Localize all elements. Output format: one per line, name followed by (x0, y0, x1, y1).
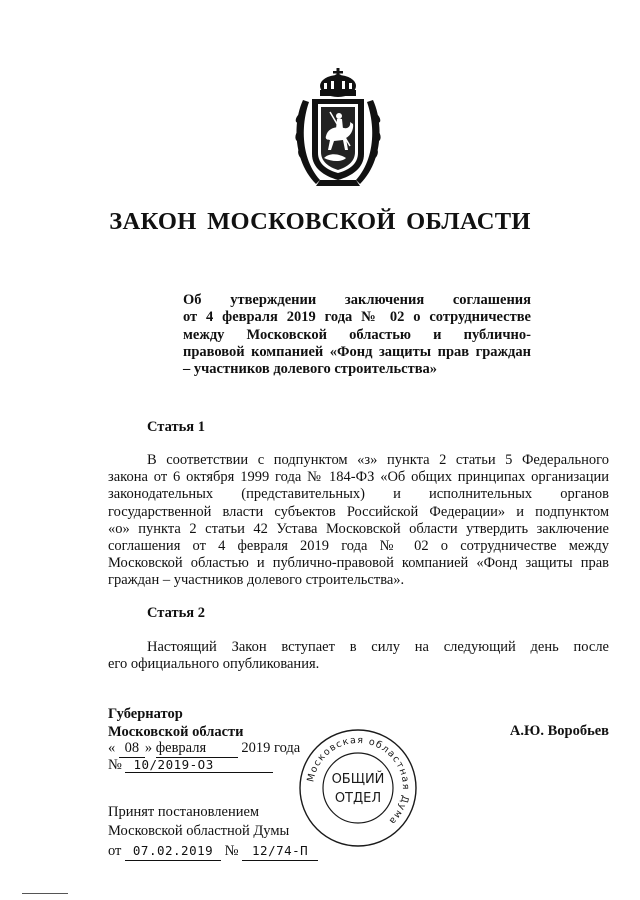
law-number: 10/2019-ОЗ (125, 757, 273, 773)
date-day: 08 (119, 740, 145, 758)
document-title: ЗАКОН МОСКОВСКОЙ ОБЛАСТИ (109, 208, 531, 235)
adopted-line1: Принят постановлением (108, 804, 260, 820)
adoption-block (108, 803, 318, 861)
stamp-center-line1: ОБЩИЙ (331, 772, 385, 787)
governor-name: А.Ю. Воробьев (509, 723, 609, 739)
date-year: 2019 года (241, 740, 301, 756)
article-1-heading: Статья 1 (147, 419, 205, 435)
law-number-line (108, 757, 273, 774)
article-2-heading: Статья 2 (147, 605, 205, 621)
date-month: февраля (156, 740, 238, 758)
adopted-date: 07.02.2019 (125, 841, 221, 861)
page-edge-mark (22, 893, 68, 894)
date-open-quote: « (108, 740, 116, 756)
subject-line: от 4 февраля 2019 года № 02 о сотрудничестве (183, 309, 531, 326)
stamp-ring-text: Московская областная Дума (305, 734, 412, 828)
text-line: закона от 6 октября 1999 года № 184-ФЗ «Об общих принципах организации (108, 469, 609, 486)
text-line: соглашения от 4 февраля 2019 года № 02 о сотрудничестве между (108, 538, 609, 555)
text-line: Настоящий Закон вступает в силу на следующий день после (147, 639, 609, 655)
text-line: законодательных (представительных) и исполнительных органов (108, 486, 609, 503)
governor-title-line: Московской области (108, 723, 244, 740)
shield-icon (312, 99, 364, 180)
subject-line: – участников долевого строительства» (183, 361, 438, 378)
text-line: граждан – участников долевого строительства». (108, 572, 405, 589)
text-line: «о» пункта 2 статьи 42 Устава Московской области утвердить заключение (108, 520, 609, 537)
text-line: В соответствии с подпунктом «з» пункта 2 статьи 5 Федерального (147, 452, 609, 468)
from-label: от (108, 843, 122, 859)
signing-date (108, 740, 300, 758)
text-line: государственной власти субъектов Российской Федерации» и подпунктом (108, 503, 609, 520)
governor-title-line: Губернатор (108, 706, 183, 722)
subject-line: между Московской областью и публично- (183, 326, 531, 343)
article-2-text (108, 639, 609, 673)
adopted-date-line (108, 841, 318, 861)
article-1-text (108, 452, 609, 590)
adopted-number: 12/74-П (242, 841, 318, 861)
text-line: Московской областью и публично-правовой компанией «Фонд защиты прав (108, 555, 609, 572)
date-close-quote: » (144, 740, 153, 756)
number-sign: № (108, 757, 122, 773)
subject-line: Об утверждении заключения соглашения (183, 292, 531, 308)
crown-icon (320, 68, 356, 97)
coat-of-arms-emblem (290, 66, 386, 194)
subject-line: правовой компанией «Фонд защиты прав граждан (183, 343, 531, 360)
adopted-line2: Московской областной Думы (108, 823, 290, 839)
governor-title (108, 706, 244, 741)
number-sign: № (224, 843, 239, 859)
text-line: его официального опубликования. (108, 656, 320, 673)
law-subject (183, 292, 531, 378)
stamp-center-line2: ОТДЕЛ (334, 791, 382, 806)
